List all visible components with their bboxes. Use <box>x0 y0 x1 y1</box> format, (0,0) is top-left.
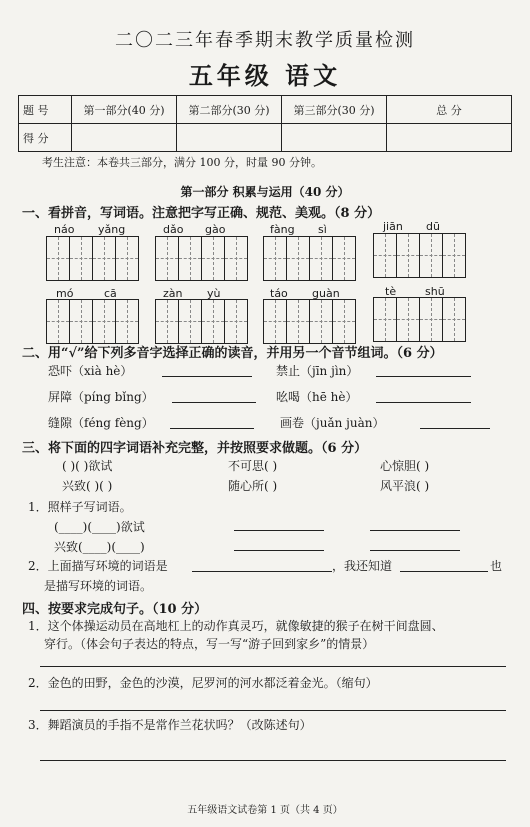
pinyin: jiān <box>383 220 403 233</box>
q4-sentence1-cont: 穿行。（体会句子表达的特点，写一写“游子回到家乡”的情景） <box>44 637 375 651</box>
answer-line[interactable] <box>40 760 506 761</box>
score-header-cell: 第三部分(30 分) <box>282 96 387 124</box>
answer-line[interactable] <box>234 530 324 531</box>
page-footer: 五年级语文试卷第 1 页（共 4 页） <box>187 805 343 816</box>
score-cell[interactable] <box>177 124 282 152</box>
q2-item: 吆喝（hē hè） <box>276 390 358 404</box>
score-header-cell: 第二部分(30 分) <box>177 96 282 124</box>
q1-title: 一、看拼音，写词语。注意把字写正确、规范、美观。（8 分） <box>22 206 381 221</box>
q4-sentence2: 2．金色的田野，金色的沙漠，尼罗河的河水都泛着金光。（缩句） <box>28 676 378 690</box>
q2-item: 恐吓（xià hè） <box>48 364 133 378</box>
part1-title: 第一部分 积累与运用（40 分） <box>180 185 350 199</box>
q2-title: 二、用“√”给下列多音字选择正确的读音，并用另一个音节组词。（6 分） <box>22 346 443 361</box>
answer-line[interactable] <box>170 428 254 429</box>
q2-item: 屏障（píng bǐng） <box>48 390 154 404</box>
answer-line[interactable] <box>40 666 506 667</box>
score-row-label: 得 分 <box>19 124 72 152</box>
q3-sub2-mid: ，我还知道 <box>332 559 393 573</box>
score-table <box>18 95 512 152</box>
answer-line[interactable] <box>172 402 256 403</box>
score-header-cell: 第一部分(40 分) <box>72 96 177 124</box>
pinyin: shū <box>425 285 445 298</box>
pinyin: yǎng <box>98 223 126 236</box>
idiom-item: 不可思( ) <box>228 459 278 473</box>
q4-sentence3: 3．舞蹈演员的手指不是常作兰花状吗？（改陈述句） <box>28 718 312 732</box>
q3-sub2-end: 也 <box>490 559 503 573</box>
example-word: (____)(____)欲试 <box>54 520 145 534</box>
pinyin: mó <box>56 287 74 300</box>
answer-line[interactable] <box>400 571 488 572</box>
answer-line[interactable] <box>376 402 471 403</box>
q3-title: 三、将下面的四字词语补充完整，并按照要求做题。（6 分） <box>22 441 368 456</box>
idiom-item: 风平浪( ) <box>380 479 430 493</box>
writing-grid[interactable] <box>373 233 466 278</box>
score-cell[interactable] <box>72 124 177 152</box>
pinyin: guàn <box>312 287 340 300</box>
answer-line[interactable] <box>162 376 252 377</box>
subject-title: 五年级 语文 <box>188 61 342 90</box>
writing-grid[interactable] <box>263 299 356 344</box>
exam-notice: 考生注意：本卷共三部分，满分 100 分，时量 90 分钟。 <box>42 156 322 169</box>
pinyin: náo <box>54 223 75 236</box>
pinyin: táo <box>270 287 288 300</box>
writing-grid[interactable] <box>155 299 248 344</box>
writing-grid[interactable] <box>155 236 248 281</box>
answer-line[interactable] <box>234 550 324 551</box>
answer-line[interactable] <box>40 710 506 711</box>
answer-line[interactable] <box>420 428 490 429</box>
q2-item: 缝隙（féng fèng） <box>48 416 154 430</box>
score-header-cell: 题 号 <box>19 96 72 124</box>
answer-line[interactable] <box>370 550 460 551</box>
writing-grid[interactable] <box>263 236 356 281</box>
pinyin: yù <box>207 287 221 300</box>
pinyin: sì <box>318 223 327 236</box>
pinyin: cā <box>104 287 117 300</box>
q4-sentence1: 1．这个体操运动员在高地杠上的动作真灵巧，就像敏捷的猴子在树干间盘圆、 <box>28 619 444 633</box>
idiom-item: 心惊胆( ) <box>380 459 430 473</box>
writing-grid[interactable] <box>373 297 466 342</box>
q3-sub2: 2．上面描写环境的词语是 <box>28 559 168 573</box>
idiom-item: 兴致( )( ) <box>62 479 113 493</box>
score-table-header-row <box>19 96 512 124</box>
writing-grid[interactable] <box>46 299 139 344</box>
q2-item: 画卷（juǎn juàn） <box>280 416 385 430</box>
pinyin: dǎo <box>163 223 184 236</box>
score-cell[interactable] <box>282 124 387 152</box>
answer-line[interactable] <box>192 571 332 572</box>
q3-sub2-tail: 是描写环境的词语。 <box>44 579 153 593</box>
idiom-item: ( )( )欲试 <box>62 459 113 473</box>
exam-title: 二〇二三年春季期末教学质量检测 <box>115 30 415 51</box>
answer-line[interactable] <box>376 376 471 377</box>
score-cell[interactable] <box>387 124 512 152</box>
pinyin: gào <box>205 223 226 236</box>
score-table-score-row <box>19 124 512 152</box>
writing-grid[interactable] <box>46 236 139 281</box>
q3-sub1: 1．照样子写词语。 <box>28 500 132 514</box>
idiom-item: 随心所( ) <box>228 479 278 493</box>
pinyin: fàng <box>270 223 295 236</box>
pinyin: dū <box>426 220 440 233</box>
score-header-cell: 总 分 <box>387 96 512 124</box>
q2-item: 禁止（jīn jìn） <box>276 364 359 378</box>
q4-title: 四、按要求完成句子。（10 分） <box>22 602 208 617</box>
pinyin: zàn <box>163 287 183 300</box>
example-word: 兴致(____)(____) <box>54 540 145 554</box>
pinyin: tè <box>385 285 397 298</box>
answer-line[interactable] <box>370 530 460 531</box>
